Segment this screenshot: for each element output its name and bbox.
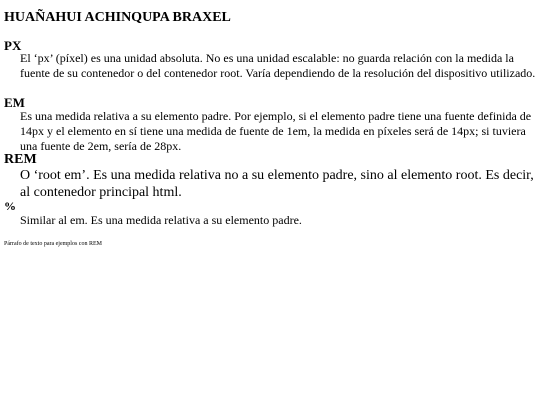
term-rem: REM: [4, 152, 37, 167]
term-percent: %: [4, 199, 16, 213]
definition-percent: Similar al em. Es una medida relativa a su elemento padre.: [20, 213, 302, 227]
definition-rem: O ‘root em’. Es una medida relativa no a su elemento padre, sino al elemento root. Es decir, al contenedor principal html.: [20, 168, 534, 200]
definition-em: Es una medida relativa a su elemento padre. Por ejemplo, si el elemento padre tiene una fuente definida de 14px y el elemento en sí tiene una medida de fuente de 1em, la medida en píxeles será de 14px; si tuviera una fuente de 2em, sería de 28px.: [20, 109, 532, 153]
term-em: EM: [4, 95, 25, 110]
term-px: PX: [4, 38, 22, 53]
page-title: HUAÑAHUI ACHINQUPA BRAXEL: [4, 10, 231, 25]
definition-px: El ‘px’ (píxel) es una unidad absoluta. No es una unidad escalable: no guarda relación con la medida la fuente de su contenedor o del contenedor root. Varía dependiendo de la resolución del dispositivo utilizado.: [20, 51, 536, 80]
footnote-paragraph: Párrafo de texto para ejemplos con REM: [4, 241, 102, 247]
